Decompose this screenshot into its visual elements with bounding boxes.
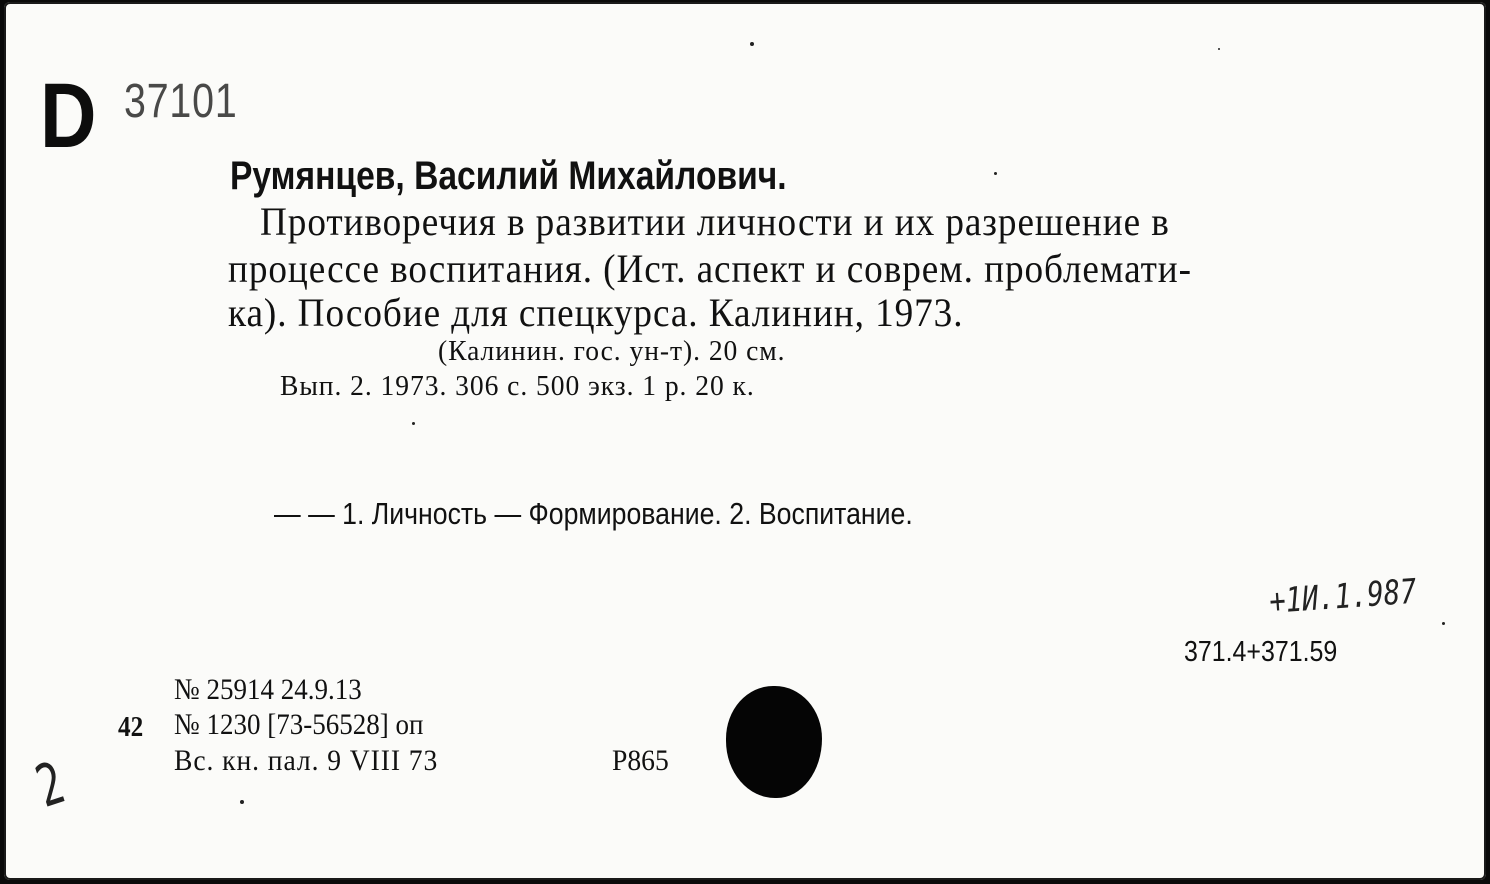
speck — [1218, 48, 1220, 50]
title-line-3: ка). Пособие для спецкурса. Калинин, 1973. — [228, 290, 964, 335]
registration-code: Р865 — [612, 744, 669, 777]
title-line-2: процессе воспитания. (Ист. аспект и соврем. проблемати- — [228, 246, 1192, 291]
catalog-card — [4, 2, 1486, 880]
issue-line: Вып. 2. 1973. 306 с. 500 экз. 1 р. 20 к. — [280, 370, 755, 402]
classification-index: 371.4+371.59 — [1184, 636, 1338, 668]
speck — [994, 172, 997, 175]
registration-prefix: 42 — [118, 712, 144, 743]
speck — [412, 422, 415, 425]
speck — [240, 800, 244, 804]
registration-line-1: № 25914 24.9.13 — [174, 673, 362, 706]
author-heading: Румянцев, Василий Михайлович. — [230, 154, 787, 198]
subject-headings: — — 1. Личность — Формирование. 2. Воспитание. — [274, 496, 913, 531]
speck — [1442, 622, 1445, 625]
title-line-1: Противоречия в развитии личности и их разрешение в — [260, 199, 1170, 244]
speck — [750, 42, 754, 46]
margin-mark: 2 — [28, 748, 73, 821]
stamp-number: 37101 — [124, 75, 238, 128]
series-line: (Калинин. гос. ун-т). 20 см. — [438, 335, 786, 367]
registration-line-3: Вс. кн. пал. 9 VIII 73 — [174, 744, 439, 777]
stamp-letter: D — [40, 65, 94, 167]
punch-hole — [726, 686, 822, 798]
handwritten-classification: +1И.1.987 — [1268, 571, 1418, 622]
registration-line-2: № 1230 [73-56528] оп — [174, 708, 424, 741]
